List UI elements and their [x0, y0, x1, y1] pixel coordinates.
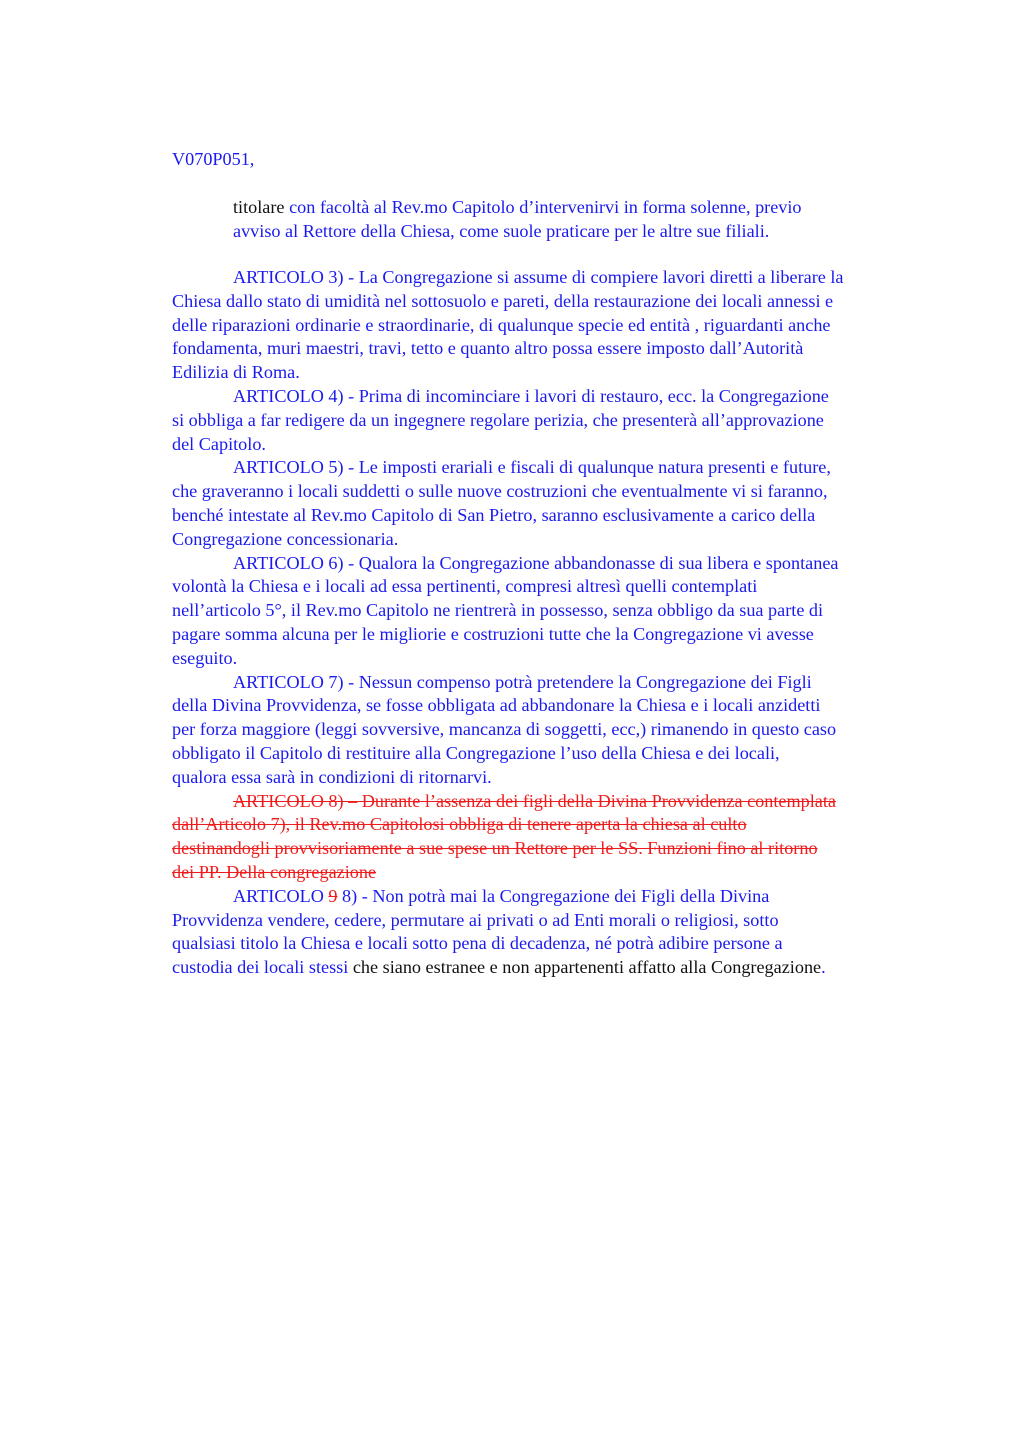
article-6-line: ARTICOLO 6) - Qualora la Congregazione abbandonasse di sua libera e spontanea [233, 552, 839, 573]
article-9 [172, 885, 932, 980]
article-6-line: nell’articolo 5°, il Rev.mo Capitolo ne rientrerà in possesso, senza obbligo da sua parte di [172, 600, 824, 621]
article-5-line: Congregazione concessionaria. [172, 528, 399, 549]
intro-black-text: titolare [233, 197, 285, 217]
article-3-line: Edilizia di Roma. [172, 362, 300, 383]
article-8-struck-line: dei PP. Della congregazione [172, 861, 377, 882]
article-4-line: del Capitolo. [172, 433, 266, 454]
article-9-struck-number: 9 [328, 885, 338, 906]
article-3-line: fondamenta, muri maestri, travi, tetto e quanto altro possa essere imposto dall’Autorità [172, 338, 804, 359]
article-3-line: delle riparazioni ordinarie e straordinarie, di qualunque specie ed entità , riguardanti anche [172, 314, 831, 335]
article-7-line: per forza maggiore (leggi sovversive, mancanza di soggetti, ecc,) rimanendo in questo caso [172, 719, 837, 740]
article-5-line: ARTICOLO 5) - Le imposti erariali e fiscali di qualunque natura presenti e future, [233, 457, 831, 478]
intro-line-1 [233, 196, 933, 220]
article-7-line: obbligato il Capitolo di restituire alla Congregazione l’uso della Chiesa e dei locali, [172, 742, 780, 763]
article-9-black-text: che siano estranee e non appartenenti affatto alla Congregazione [348, 957, 822, 978]
article-9-rest: 8) - Non potrà mai la Congregazione dei Figli della Divina [337, 885, 770, 906]
article-6-line: pagare somma alcuna per le migliorie e costruzioni tutte che la Congregazione vi avesse [172, 623, 814, 644]
article-8-deleted [172, 790, 932, 885]
article-4 [172, 385, 932, 456]
article-6 [172, 552, 932, 671]
article-4-line: si obbliga a far redigere da un ingegnere regolare perizia, che presenterà all’approvazione [172, 409, 824, 430]
article-9-line: qualsiasi titolo la Chiesa e locali sotto pena di decadenza, né potrà adibire persone a [172, 933, 783, 954]
article-7-line: ARTICOLO 7) - Nessun compenso potrà pretendere la Congregazione dei Figli [233, 671, 812, 692]
article-4-line: ARTICOLO 4) - Prima di incominciare i lavori di restauro, ecc. la Congregazione [233, 385, 829, 406]
article-6-line: eseguito. [172, 647, 238, 668]
article-9-line-4 [172, 956, 932, 980]
article-9-prefix: ARTICOLO [233, 885, 329, 906]
article-9-blue-text: custodia dei locali stessi [172, 957, 349, 978]
article-5 [172, 456, 932, 551]
article-9-line: Provvidenza vendere, cedere, permutare ai privati o ad Enti morali o religiosi, sotto [172, 909, 779, 930]
intro-line-2: avviso al Rettore della Chiesa, come suole praticare per le altre sue filiali. [233, 220, 770, 241]
article-6-line: volontà la Chiesa e i locali ad essa pertinenti, compresi altresì quelli contemplati [172, 576, 758, 597]
article-9-end-period: . [821, 957, 826, 978]
document-id: V070P051, [172, 149, 255, 169]
article-3-line: Chiesa dallo stato di umidità nel sottosuolo e pareti, della restaurazione dei locali annessi e [172, 290, 834, 311]
article-9-line-1 [172, 885, 932, 909]
article-5-line: benché intestate al Rev.mo Capitolo di San Pietro, saranno esclusivamente a carico della [172, 504, 816, 525]
intro-blue-text: con facoltà al Rev.mo Capitolo d’intervenirvi in forma solenne, previo [284, 197, 802, 217]
article-8-struck-line: ARTICOLO 8) – Durante l’assenza dei figli della Divina Provvidenza contemplata [233, 790, 836, 811]
article-5-line: che graveranno i locali suddetti o sulle nuove costruzioni che eventualmente vi si faranno, [172, 481, 828, 502]
article-3-line: ARTICOLO 3) - La Congregazione si assume di compiere lavori diretti a liberare la [233, 267, 844, 287]
intro-paragraph [233, 196, 933, 244]
article-8-struck-line: destinandogli provvisoriamente a sue spese un Rettore per le SS. Funzioni fino al ritorno [172, 838, 818, 859]
article-7-line: qualora essa sarà in condizioni di ritornarvi. [172, 766, 492, 787]
article-7 [172, 671, 932, 790]
article-7-line: della Divina Provvidenza, se fosse obbligata ad abbandonare la Chiesa e i locali anzidetti [172, 695, 821, 716]
article-3 [172, 266, 932, 385]
articles-body [172, 266, 932, 980]
article-8-struck-line: dall’Articolo 7), il Rev.mo Capitolosi obbliga di tenere aperta la chiesa al culto [172, 814, 747, 835]
